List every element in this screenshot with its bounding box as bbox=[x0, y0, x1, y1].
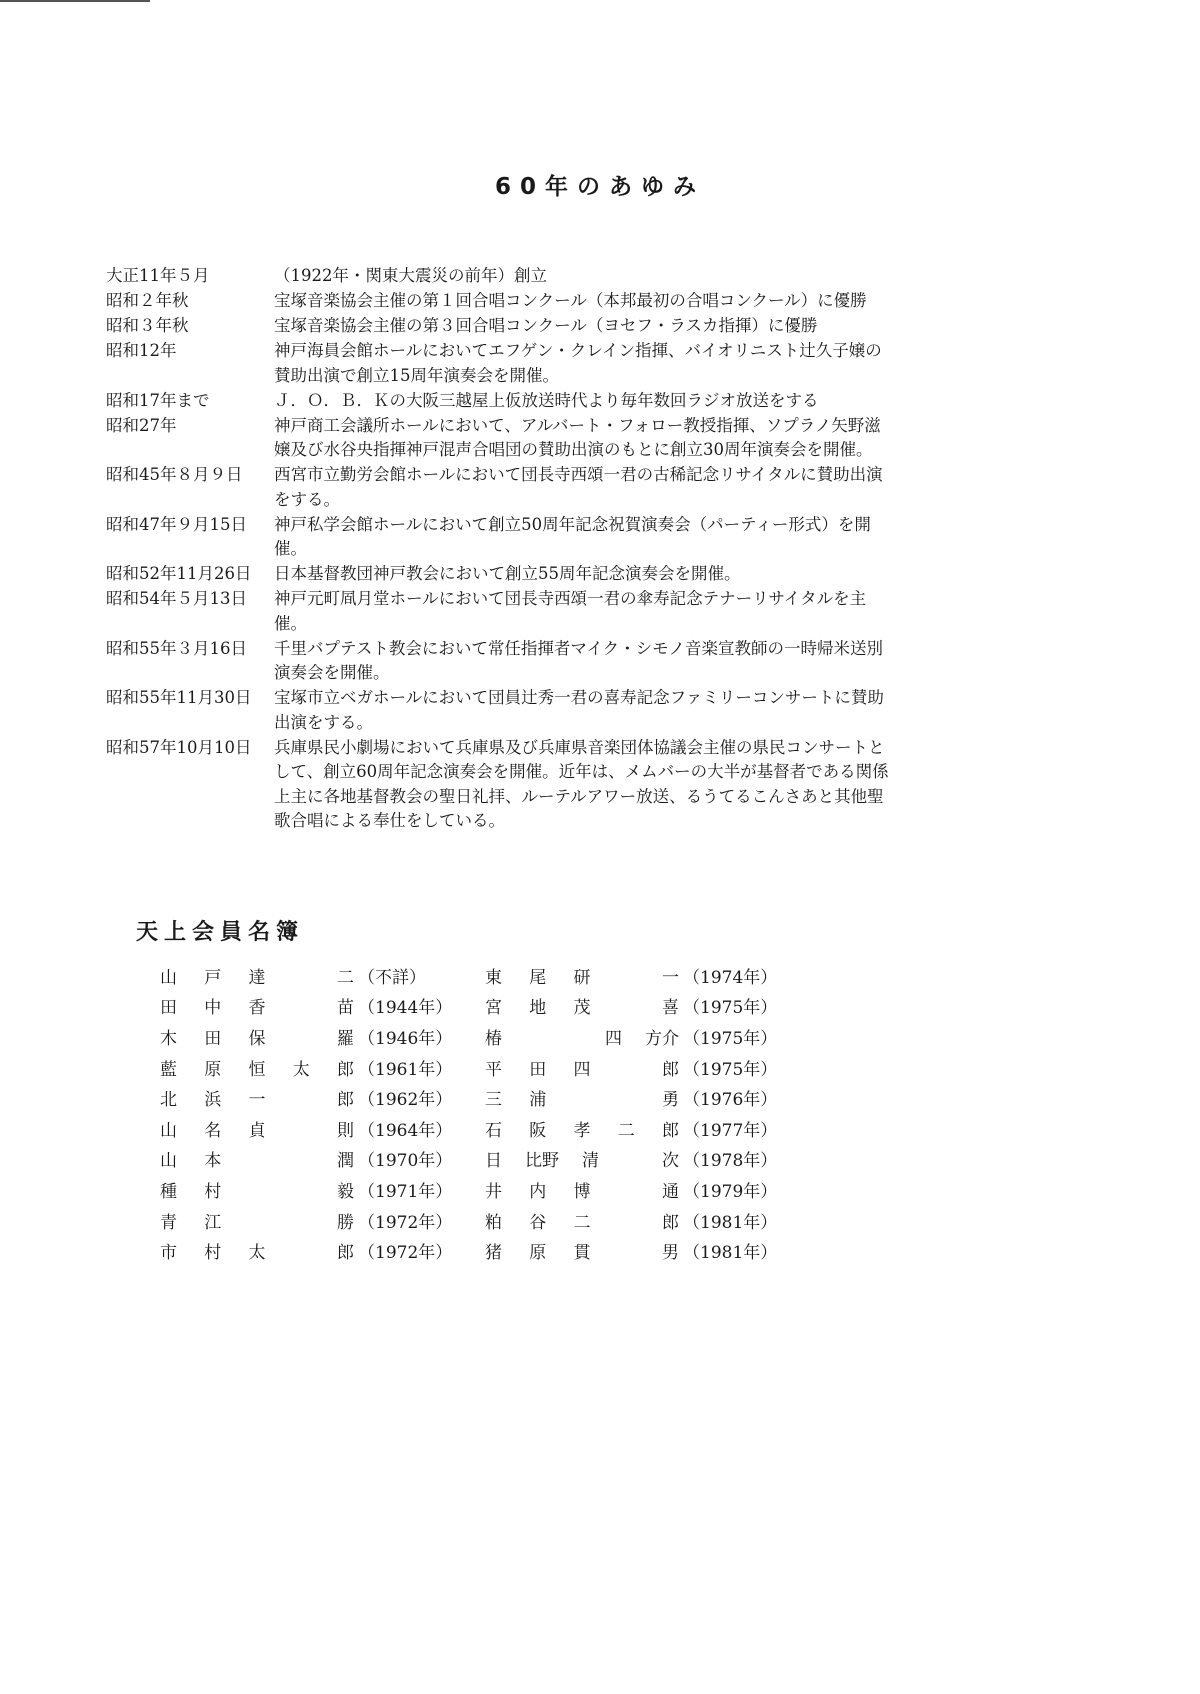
member-name bbox=[485, 1177, 679, 1202]
members-column-right bbox=[485, 960, 810, 1266]
history-row bbox=[106, 463, 896, 512]
member-name-char: 名 bbox=[204, 1120, 222, 1141]
member-name-char: 四 bbox=[605, 1028, 622, 1049]
scan-edge-line bbox=[0, 0, 150, 2]
history-text: 神戸元町凮月堂ホールにおいて団長寺西頌一君の傘寿記念テナーリサイタルを主催。 bbox=[274, 589, 867, 633]
member-name-char: 勝 bbox=[337, 1212, 354, 1233]
member-name-char: 井 bbox=[485, 1181, 502, 1202]
history-text: 西宮市立勤労会館ホールにおいて団長寺西頌一君の古稀記念リサイタルに賛助出演をする。 bbox=[274, 465, 883, 509]
member-row bbox=[160, 1113, 485, 1144]
member-name-char bbox=[618, 1238, 635, 1263]
member-name-char bbox=[249, 1177, 266, 1202]
member-row bbox=[485, 1021, 810, 1052]
member-name-char: 孝 bbox=[573, 1120, 591, 1141]
member-name-char bbox=[293, 1146, 310, 1171]
history-date: 昭和12年 bbox=[106, 341, 177, 360]
history-list bbox=[106, 264, 896, 834]
member-name-char: 木 bbox=[160, 1028, 177, 1049]
member-row bbox=[160, 1205, 485, 1236]
history-text: 神戸海員会館ホールにおいてエフゲン・クレイン指揮、バイオリニスト辻久子嬢の賛助出演で創立15周年演奏会を開催。 bbox=[274, 341, 882, 385]
member-year: （1946年） bbox=[358, 1028, 453, 1049]
history-text: 宝塚音楽協会主催の第３回合唱コンクール（ヨセフ・ラスカ指揮）に優勝 bbox=[274, 316, 818, 335]
member-name-char: 山 bbox=[160, 1151, 177, 1172]
history-text: 神戸私学会館ホールにおいて創立50周年記念祝賀演奏会（パーティー形式）を開催。 bbox=[274, 514, 871, 558]
member-year: （1961年） bbox=[358, 1059, 453, 1080]
member-name-char: 潤 bbox=[337, 1151, 354, 1172]
member-name-char: 男 bbox=[662, 1243, 679, 1264]
member-row bbox=[485, 1052, 810, 1083]
member-name-char: 清 bbox=[582, 1151, 599, 1172]
member-year: （1972年） bbox=[358, 1212, 453, 1233]
member-name-char: 達 bbox=[248, 967, 266, 988]
member-name bbox=[485, 1055, 679, 1080]
member-name-char: 喜 bbox=[662, 998, 679, 1019]
member-name bbox=[485, 1238, 679, 1263]
member-name-char: 猪 bbox=[485, 1243, 502, 1264]
member-name-char bbox=[293, 1208, 310, 1233]
member-year: （1944年） bbox=[358, 998, 453, 1019]
member-name-char: 通 bbox=[662, 1181, 679, 1202]
member-name-char: 次 bbox=[662, 1151, 679, 1172]
member-year: （1978年） bbox=[683, 1151, 778, 1172]
member-year: （1970年） bbox=[358, 1151, 453, 1172]
member-name-char: 比野 bbox=[525, 1151, 559, 1172]
history-row bbox=[106, 562, 896, 587]
member-year: （1981年） bbox=[683, 1212, 778, 1233]
history-row bbox=[106, 637, 896, 686]
member-name-char: 尾 bbox=[529, 967, 547, 988]
member-name-char: 浜 bbox=[204, 1090, 222, 1111]
member-name-char: 東 bbox=[485, 967, 502, 988]
member-name-char: 村 bbox=[204, 1243, 222, 1264]
member-name bbox=[485, 1116, 679, 1141]
member-name-char: 羅 bbox=[337, 1028, 354, 1049]
member-year: （不詳） bbox=[358, 967, 426, 988]
member-name-char: 太 bbox=[248, 1243, 266, 1264]
member-row bbox=[160, 1174, 485, 1205]
member-name bbox=[160, 1146, 354, 1171]
history-row bbox=[106, 389, 896, 414]
member-name-char: 浦 bbox=[529, 1090, 547, 1111]
member-name-char: 村 bbox=[204, 1181, 222, 1202]
member-row bbox=[160, 1144, 485, 1175]
member-name-char: 四 bbox=[573, 1059, 591, 1080]
member-name-char: 地 bbox=[529, 998, 547, 1019]
history-text: 神戸商工会議所ホールにおいて、アルバート・フォロー教授指揮、ソプラノ矢野滋嬢及び水谷央指揮神戸混声合唱団の賛助出演のもとに創立30周年演奏会を開催。 bbox=[274, 415, 881, 459]
member-name-char bbox=[574, 1085, 591, 1110]
member-row bbox=[160, 1021, 485, 1052]
history-date: 昭和57年10月10日 bbox=[106, 737, 252, 757]
member-name-char: 毅 bbox=[337, 1181, 354, 1202]
member-row bbox=[160, 1052, 485, 1083]
member-name-char: 一 bbox=[662, 967, 679, 988]
member-name-char: 田 bbox=[529, 1059, 547, 1080]
history-date: 昭和55年11月30日 bbox=[106, 688, 252, 707]
member-year: （1962年） bbox=[358, 1090, 453, 1111]
member-year: （1975年） bbox=[683, 1028, 778, 1049]
member-row bbox=[160, 991, 485, 1022]
member-name-char: 則 bbox=[337, 1120, 354, 1141]
member-name bbox=[160, 963, 354, 988]
member-year: （1977年） bbox=[683, 1120, 778, 1141]
history-text: 宝塚音楽協会主催の第１回合唱コンクール（本邦最初の合唱コンクール）に優勝 bbox=[274, 291, 867, 310]
history-text: 宝塚市立ベガホールにおいて団員辻秀一君の喜寿記念ファミリーコンサートに賛助出演をする。 bbox=[274, 688, 884, 732]
member-name-char: 一 bbox=[248, 1090, 266, 1111]
history-text: Ｊ．Ｏ．Ｂ．Ｋの大阪三越屋上仮放送時代より毎年数回ラジオ放送をする bbox=[274, 390, 819, 410]
member-name-char bbox=[249, 1208, 266, 1233]
member-name-char: 郎 bbox=[337, 1243, 354, 1264]
member-name bbox=[160, 1085, 354, 1110]
member-name-char: 山 bbox=[160, 1120, 177, 1141]
history-row bbox=[106, 686, 896, 735]
member-year: （1972年） bbox=[358, 1243, 453, 1264]
history-text: 日本基督教団神戸教会において創立55周年記念演奏会を開催。 bbox=[274, 564, 741, 583]
member-name-char: 原 bbox=[529, 1243, 547, 1264]
member-name-char bbox=[293, 1177, 310, 1202]
history-date: 昭和52年11月26日 bbox=[106, 564, 252, 583]
member-row bbox=[485, 991, 810, 1022]
member-name bbox=[160, 1024, 354, 1049]
member-name bbox=[485, 1208, 679, 1233]
member-name-char bbox=[293, 1238, 310, 1263]
member-name-char: 阪 bbox=[529, 1120, 547, 1141]
history-row bbox=[106, 414, 896, 463]
member-row bbox=[160, 1082, 485, 1113]
member-name-char: 苗 bbox=[337, 998, 354, 1019]
member-row bbox=[485, 1205, 810, 1236]
member-name-char: 三 bbox=[485, 1090, 502, 1111]
history-text: 千里バプテスト教会において常任指揮者マイク・シモノ音楽宣教師の一時帰米送別演奏会を開催。 bbox=[274, 638, 884, 682]
member-name-char: 恒 bbox=[248, 1059, 266, 1080]
member-row bbox=[485, 1144, 810, 1175]
member-row bbox=[485, 1174, 810, 1205]
member-name-char: 郎 bbox=[662, 1059, 679, 1080]
member-row bbox=[485, 1235, 810, 1266]
member-name-char: 香 bbox=[248, 998, 266, 1019]
member-name-char bbox=[622, 1146, 639, 1171]
member-name-char: 日 bbox=[485, 1151, 502, 1172]
member-row bbox=[160, 960, 485, 991]
member-name-char: 研 bbox=[573, 967, 591, 988]
history-text: （1922年・関東大震災の前年）創立 bbox=[274, 266, 547, 285]
member-name-char: 石 bbox=[485, 1120, 502, 1141]
member-name-char: 藍 bbox=[160, 1059, 177, 1080]
member-name-char bbox=[525, 1024, 542, 1049]
member-name-char: 茂 bbox=[573, 998, 591, 1019]
history-date: 昭和３年秋 bbox=[106, 316, 189, 335]
member-name bbox=[160, 1177, 354, 1202]
member-name-char: 太 bbox=[292, 1059, 310, 1080]
member-row bbox=[485, 960, 810, 991]
member-name-char bbox=[618, 1177, 635, 1202]
history-text: 兵庫県民小劇場において兵庫県及び兵庫県音楽団体協議会主催の県民コンサートとして、創立60周年記念演奏会を開催。近年は、メムバーの大半が基督者である関係上主に各地基督教会の聖日礼拝、ルーテルアワー放送、るうてるこんさあと其他聖歌合唱による奉仕をしている。 bbox=[274, 737, 889, 830]
history-row bbox=[106, 264, 896, 289]
member-name-char bbox=[293, 993, 310, 1018]
history-date: 昭和２年秋 bbox=[106, 291, 189, 310]
member-name-char: 二 bbox=[337, 967, 354, 988]
history-date: 大正11年５月 bbox=[106, 266, 210, 285]
history-date: 昭和55年３月16日 bbox=[106, 638, 247, 658]
member-name-char bbox=[249, 1146, 266, 1171]
page-title: 60年のあゆみ bbox=[494, 174, 705, 200]
member-name-char: 種 bbox=[160, 1181, 177, 1202]
history-row bbox=[106, 513, 896, 562]
member-name-char: 田 bbox=[160, 998, 177, 1019]
history-date: 昭和27年 bbox=[106, 415, 177, 435]
member-year: （1971年） bbox=[358, 1181, 453, 1202]
member-name-char: 青 bbox=[160, 1212, 177, 1233]
member-name-char bbox=[618, 1085, 635, 1110]
member-name-char: 椿 bbox=[485, 1028, 502, 1049]
member-name-char: 貫 bbox=[573, 1243, 591, 1264]
member-name-char: 博 bbox=[573, 1181, 591, 1202]
members-list bbox=[160, 960, 810, 1266]
member-name bbox=[160, 1238, 354, 1263]
member-year: （1964年） bbox=[358, 1120, 453, 1141]
member-name-char: 粕 bbox=[485, 1212, 502, 1233]
history-date: 昭和47年９月15日 bbox=[106, 514, 247, 534]
member-name-char: 平 bbox=[485, 1059, 502, 1080]
member-name bbox=[160, 1116, 354, 1141]
member-row bbox=[485, 1113, 810, 1144]
member-name-char: 山 bbox=[160, 967, 177, 988]
member-name-char bbox=[618, 993, 635, 1018]
member-name-char: 郎 bbox=[337, 1059, 354, 1080]
member-name-char bbox=[618, 963, 635, 988]
members-column-left bbox=[160, 960, 485, 1266]
member-name bbox=[485, 1146, 679, 1171]
member-name bbox=[160, 1208, 354, 1233]
member-name-char: 市 bbox=[160, 1243, 177, 1264]
member-name-char: 貞 bbox=[248, 1120, 266, 1141]
member-name-char: 郎 bbox=[662, 1120, 679, 1141]
history-row bbox=[106, 314, 896, 339]
member-name bbox=[160, 993, 354, 1018]
member-name-char: 郎 bbox=[337, 1090, 354, 1111]
member-year: （1975年） bbox=[683, 1059, 778, 1080]
history-row bbox=[106, 736, 896, 834]
member-name-char: 内 bbox=[529, 1181, 547, 1202]
member-name-char: 勇 bbox=[662, 1090, 679, 1111]
member-year: （1974年） bbox=[683, 967, 778, 988]
member-name bbox=[485, 963, 679, 988]
member-name-char: 郎 bbox=[662, 1212, 679, 1233]
history-row bbox=[106, 587, 896, 636]
member-name-char: 北 bbox=[160, 1090, 177, 1111]
members-section-title: 天上会員名簿 bbox=[136, 920, 305, 945]
member-name-char: 保 bbox=[248, 1028, 266, 1049]
member-name-char: 原 bbox=[204, 1059, 222, 1080]
member-name-char: 谷 bbox=[529, 1212, 547, 1233]
member-name bbox=[485, 1024, 679, 1049]
member-name bbox=[485, 993, 679, 1018]
member-name-char: 江 bbox=[204, 1212, 222, 1233]
member-name bbox=[160, 1055, 354, 1080]
member-year: （1979年） bbox=[683, 1181, 778, 1202]
member-name-char: 方介 bbox=[645, 1028, 679, 1049]
history-date: 昭和45年８月９日 bbox=[106, 465, 243, 484]
member-name bbox=[485, 1085, 679, 1110]
member-name-char: 本 bbox=[204, 1151, 222, 1172]
member-year: （1981年） bbox=[683, 1243, 778, 1264]
history-date: 昭和54年５月13日 bbox=[106, 589, 247, 608]
member-name-char bbox=[618, 1208, 635, 1233]
member-name-char bbox=[293, 1085, 310, 1110]
member-year: （1976年） bbox=[683, 1090, 778, 1111]
member-year: （1975年） bbox=[683, 998, 778, 1019]
member-name-char: 二 bbox=[573, 1212, 591, 1233]
member-name-char bbox=[565, 1024, 582, 1049]
history-date: 昭和17年まで bbox=[106, 390, 210, 410]
member-name-char bbox=[293, 1116, 310, 1141]
member-name-char bbox=[293, 1024, 310, 1049]
member-name-char: 二 bbox=[617, 1120, 635, 1141]
member-name-char: 宮 bbox=[485, 998, 502, 1019]
member-name-char: 中 bbox=[204, 998, 222, 1019]
member-name-char bbox=[618, 1055, 635, 1080]
member-row bbox=[160, 1235, 485, 1266]
member-row bbox=[485, 1082, 810, 1113]
member-name-char: 戸 bbox=[204, 967, 222, 988]
member-name-char bbox=[293, 963, 310, 988]
member-name-char: 田 bbox=[204, 1028, 222, 1049]
history-row bbox=[106, 339, 896, 388]
history-row bbox=[106, 289, 896, 314]
